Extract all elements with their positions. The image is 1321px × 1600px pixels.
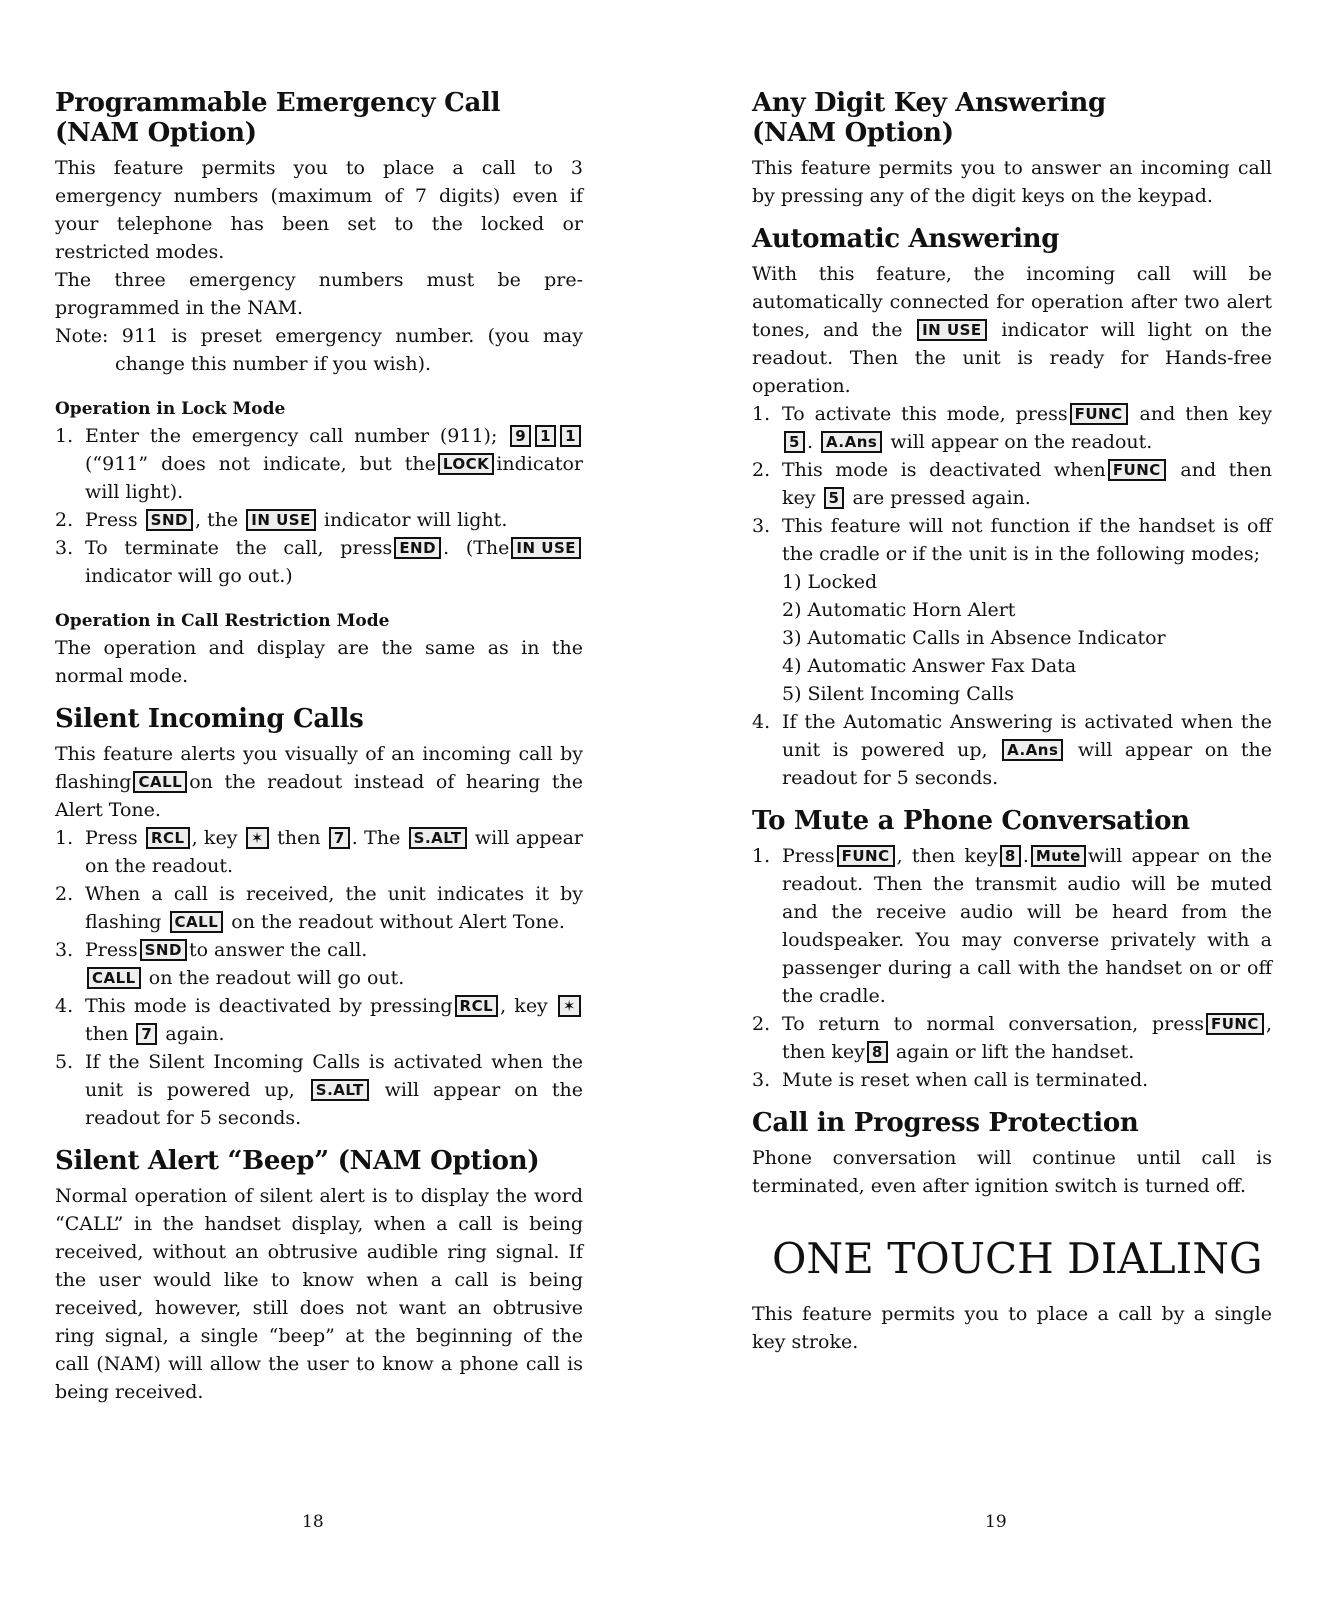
key-end: END <box>394 537 441 559</box>
prog-paragraph-2: The three emergency numbers must be pre-programmed in the NAM. <box>55 269 583 319</box>
silent-incoming-title: Silent Incoming Calls <box>55 704 364 734</box>
restriction-mode-heading: Operation in Call Restriction Mode <box>55 611 390 631</box>
list-item: 4) Automatic Answer Fax Data <box>782 655 1077 677</box>
mute-steps <box>752 842 1272 1094</box>
list-item: 2. Press SND , the IN USE indicator will light. <box>55 509 508 531</box>
left-page <box>55 88 583 1406</box>
key-9: 9 <box>510 425 531 447</box>
key-5: 5 <box>824 487 845 509</box>
one-touch-dialing-title: ONE TOUCH DIALING <box>772 1234 1263 1283</box>
salt-indicator: S.ALT <box>409 827 467 849</box>
list-item: 4. This mode is deactivated by pressing RCL , key ✶ then 7 again. <box>55 992 583 1048</box>
automatic-answering-text: With this feature, the incoming call will be automatically connected for operation after two alert tones, and the IN USE indicator will light on the readout. Then the unit is ready for Hands-free operation. <box>752 263 1272 397</box>
list-item: 3. Mute is reset when call is terminated. <box>752 1069 1149 1091</box>
call-indicator: CALL <box>170 911 224 933</box>
one-touch-dialing-text: This feature permits you to place a call by a single key stroke. <box>752 1303 1272 1353</box>
call-in-progress-title: Call in Progress Protection <box>752 1108 1139 1138</box>
aans-indicator: A.Ans <box>821 431 882 453</box>
list-item: 2) Automatic Horn Alert <box>782 599 1016 621</box>
silent-alert-beep-text: Normal operation of silent alert is to display the word “CALL” in the handset display, when a call is being received, without an obtrusive audible ring signal. If the user would like to know when a call is being received, however, still does not want an obtrusive ring signal, a single “beep” at the beginning of the call (NAM) will allow the user to know a phone call is being received. <box>55 1185 583 1403</box>
any-digit-title: Any Digit Key Answering (NAM Option) <box>752 88 1106 148</box>
key-5: 5 <box>784 431 805 453</box>
list-item: 2. To return to normal conversation, press FUNC , then key 8 again or lift the handset. <box>752 1013 1272 1063</box>
key-rcl: RCL <box>146 827 190 849</box>
key-func: FUNC <box>1070 403 1128 425</box>
list-item: 3. To terminate the call, press END . (The IN USE indicator will go out.) <box>55 534 583 590</box>
key-snd: SND <box>146 509 193 531</box>
in-use-indicator: IN USE <box>246 509 316 531</box>
key-func: FUNC <box>1206 1013 1264 1035</box>
list-item: 3. This feature will not function if the handset is off the cradle or if the unit is in the following modes; 1) Locked 2) Automatic Horn Alert 3) Automatic Calls in Absence Indicator 4) Automatic Answer Fax Data 5) Silent Incoming Calls <box>752 512 1272 708</box>
mute-conversation-title: To Mute a Phone Conversation <box>752 806 1190 836</box>
key-1: 1 <box>560 425 581 447</box>
key-1: 1 <box>535 425 556 447</box>
right-page <box>752 88 1272 1356</box>
key-8: 8 <box>867 1041 888 1063</box>
list-item: 1. Enter the emergency call number (911); 9 1 1 (“911” does not indicate, but the LOCK indicator will light). <box>55 425 583 503</box>
prog-paragraph-1: This feature permits you to place a call to 3 emergency numbers (maximum of 7 digits) even if your telephone has been set to the locked or restricted modes. <box>55 157 583 263</box>
list-item: 5) Silent Incoming Calls <box>782 683 1014 705</box>
lock-mode-steps <box>55 422 583 590</box>
list-item: 5. If the Silent Incoming Calls is activated when the unit is powered up, S.ALT will appear on the readout for 5 seconds. <box>55 1051 584 1129</box>
aans-indicator: A.Ans <box>1002 739 1063 761</box>
lock-indicator: LOCK <box>438 453 494 475</box>
in-use-indicator: IN USE <box>511 537 581 559</box>
prog-emergency-title: Programmable Emergency Call (NAM Option) <box>55 88 501 148</box>
salt-indicator: S.ALT <box>311 1079 369 1101</box>
silent-steps <box>55 824 583 1132</box>
list-item: 1) Locked <box>782 571 878 593</box>
key-7: 7 <box>136 1023 157 1045</box>
mode-list <box>782 568 1272 708</box>
key-8: 8 <box>1000 845 1021 867</box>
mute-indicator: Mute <box>1031 845 1086 867</box>
key-snd: SND <box>140 939 187 961</box>
list-item: 1. Press FUNC , then key 8 . Mute will appear on the readout. Then the transmit audio will be muted and the receive audio will be heard from the loudspeaker. You may converse privately with a passenger during a call with the handset on or off the cradle. <box>752 845 1272 1007</box>
list-item: 1. Press RCL , key ✶ then 7 . The S.ALT will appear on the readout. <box>55 827 584 877</box>
in-use-indicator: IN USE <box>917 319 987 341</box>
list-item: 1. To activate this mode, press FUNC and then key 5 . A.Ans will appear on the readout. <box>752 403 1272 453</box>
key-star: ✶ <box>558 995 581 1017</box>
page-number-right: 19 <box>985 1512 1007 1532</box>
any-digit-text: This feature permits you to answer an incoming call by pressing any of the digit keys on the keypad. <box>752 157 1272 207</box>
call-indicator: CALL <box>133 771 187 793</box>
list-item: 2. When a call is received, the unit indicates it by flashing CALL on the readout without Alert Tone. <box>55 883 583 933</box>
call-indicator: CALL <box>87 967 141 989</box>
silent-paragraph: This feature alerts you visually of an incoming call by flashing CALL on the readout instead of hearing the Alert Tone. <box>55 743 583 821</box>
call-in-progress-text: Phone conversation will continue until call is terminated, even after ignition switch is turned off. <box>752 1147 1272 1197</box>
key-star: ✶ <box>246 827 269 849</box>
list-item: 4. If the Automatic Answering is activated when the unit is powered up, A.Ans will appear on the readout for 5 seconds. <box>752 711 1273 789</box>
list-item: 2. This mode is deactivated when FUNC and then key 5 are pressed again. <box>752 459 1273 509</box>
lock-mode-heading: Operation in Lock Mode <box>55 399 286 419</box>
page-number-left: 18 <box>302 1512 324 1532</box>
list-item: 3) Automatic Calls in Absence Indicator <box>782 627 1166 649</box>
key-func: FUNC <box>837 845 895 867</box>
automatic-answering-steps <box>752 400 1272 792</box>
restriction-mode-text: The operation and display are the same as in the normal mode. <box>55 637 583 687</box>
list-item: 3. Press SND to answer the call. CALL on the readout will go out. <box>55 939 405 989</box>
prog-note: Note: 911 is preset emergency number. (you may change this number if you wish). <box>55 325 583 375</box>
key-7: 7 <box>329 827 350 849</box>
silent-alert-beep-title: Silent Alert “Beep” (NAM Option) <box>55 1146 540 1176</box>
automatic-answering-title: Automatic Answering <box>752 224 1060 254</box>
key-func: FUNC <box>1108 459 1166 481</box>
key-rcl: RCL <box>455 995 499 1017</box>
